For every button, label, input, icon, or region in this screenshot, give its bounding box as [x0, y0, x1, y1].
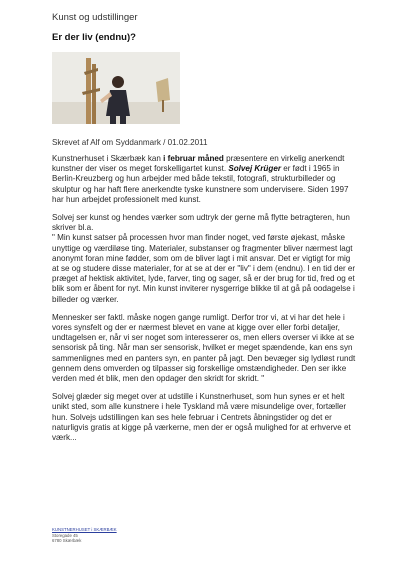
footer — [52, 527, 117, 544]
intro-highlight-month: i februar måned — [163, 154, 224, 163]
paragraph-4: Solvej glæder sig meget over at udstille i Kunstnerhuset, som hun synes er et helt unikt sted, som alle kunstnere i hele Tyskland må være misundelige over, fortæller hun. Solvejs udstillingen kan ses hele februar i Centrets åbningstider og det er naturligvis gratis at kigge på værkerne, men der er også mulighed for at erhverve et værk... — [52, 392, 351, 443]
paragraph-2-text: Solvej ser kunst og hendes værker som udtryk der gerne må flytte betragteren, hun skriver bl.a. — [52, 213, 350, 233]
intro-text-2: præsentere en virkelig anerkendt kunstner der viser os meget forskelligartet kunst. — [52, 154, 345, 174]
footer-address-line: Storegade 45 — [52, 532, 78, 538]
section-header[interactable]: Kunst og udstillinger — [52, 12, 138, 23]
article-byline: Skrevet af Alf om Syddanmark / 01.02.2011 — [52, 138, 208, 147]
article-photo — [52, 52, 180, 124]
paragraph-3: Mennesker ser faktl. måske nogen gange rumligt. Derfor tror vi, at vi har det hele i vores synsfelt og der er nærmest blevet en vane at kigge over eller forbi detaljer, undtagelsen er, når vi ser noget som interesserer os, men ellers overser vi ikke at se sensorisk på ting. Når man ser sensorisk, hvilket er meget spændende, kan ens syn sammenlignes med en panters syn, en panter på jagt. Den bevæger sig lydløst rundt gennem dens omverden og tilpasser sig forskellige omstændigheder. Den ser ikke verden med ét blik, men den opdager den skridt for skridt. " — [52, 312, 356, 384]
photo-artist-with-sculptures — [52, 52, 180, 124]
artist-name: Solvej Krüger — [228, 164, 281, 174]
artist-quote: " Min kunst satser på processen hvor man finder noget, ved første øjekast, måske unyttige og værdiløse ting. Materialer, substanser og fragmenter bliver nærmest lagt anonymt foran mine fødder, som om de bliver lagt i mit ansvar. Det er vigtigt for mig at se og studere disse materialer, for at se at der er "liv" i dem (endnu). I en tid der er præget af hektisk aktivitet, lyde, farver, ting og sager, så er der brug for tid, fred og et blik som er åbent for nyt. Min kunst inviterer nysgerrige blikke til at gå på oodagelse i billeder og værker. — [52, 233, 356, 304]
article-body — [52, 154, 356, 451]
intro-paragraph — [52, 154, 356, 205]
intro-text-1: Kunstnerhuset i Skærbæk kan — [52, 154, 164, 163]
article-title[interactable]: Er der liv (endnu)? — [52, 32, 136, 43]
footer-city-line: 6780 Skærbæk — [52, 538, 82, 543]
footer-link[interactable]: KUNSTNERHUSET i SKÆRBÆK — [52, 527, 117, 532]
intro-text-3: er født i 1965 in Berlin-Kreuzberg og hun arbejder med både tekstil, fotografi, strukturbilleder og skulptur og har haft flere anerkendte tyske kunstnere som undervisere. Siden 1997 har hun arbejdet professionelt med kunst. — [52, 164, 349, 204]
paragraph-2 — [52, 213, 356, 305]
